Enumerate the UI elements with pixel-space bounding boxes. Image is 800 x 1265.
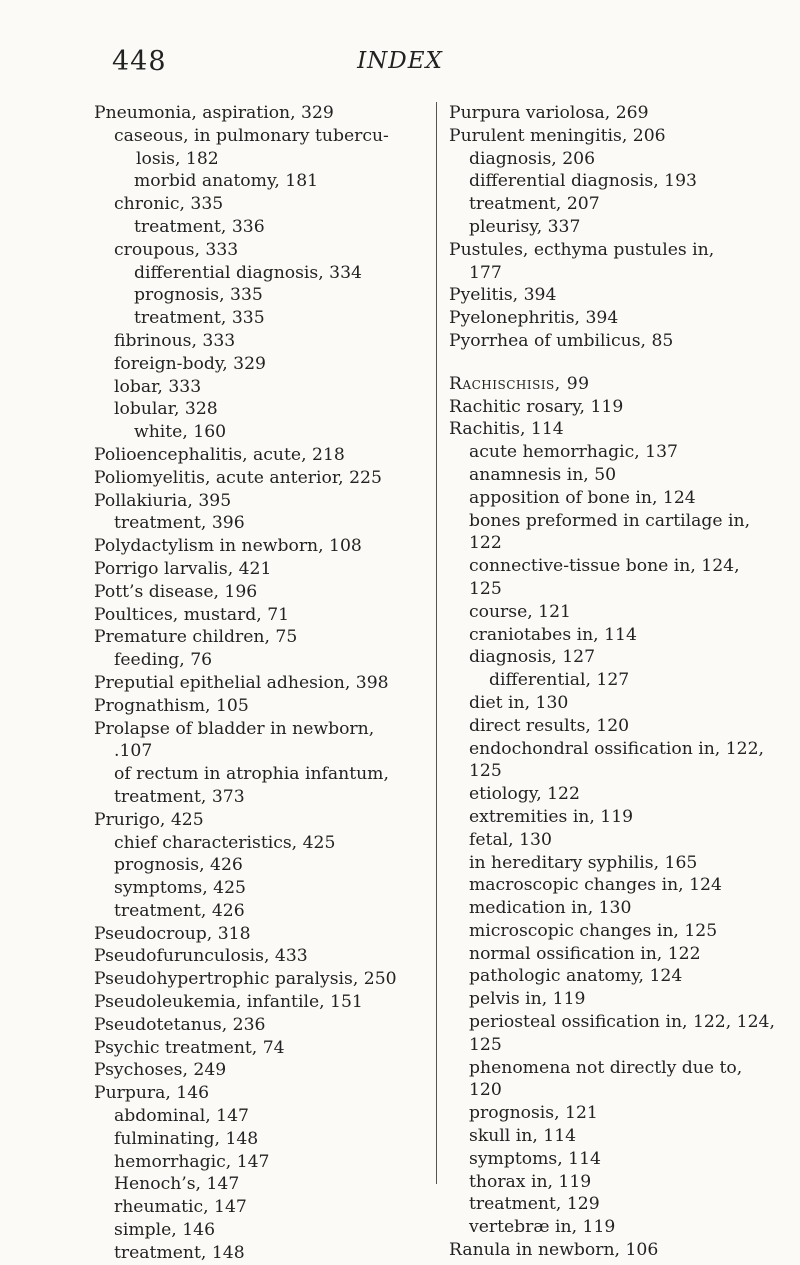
index-entry: Prolapse of bladder in newborn,	[94, 718, 375, 739]
index-entry: Polioencephalitis, acute, 218	[94, 444, 345, 465]
index-subentry: skull in, 114	[469, 1126, 577, 1147]
index-subentry: normal ossification in, 122	[469, 943, 701, 964]
index-subentry: treatment, 373	[114, 786, 245, 807]
index-entry: Purpura, 146	[94, 1083, 210, 1104]
index-entry: Pollakiuria, 395	[94, 490, 232, 511]
index-subentry: acute hemorrhagic, 137	[469, 442, 678, 463]
index-subentry: direct results, 120	[469, 715, 630, 736]
index-subentry: fetal, 130	[469, 829, 552, 850]
index-entry: Preputial epithelial adhesion, 398	[94, 672, 389, 693]
index-subentry: etiology, 122	[469, 784, 580, 805]
index-column-right	[436, 102, 775, 1261]
index-entry: Poultices, mustard, 71	[94, 604, 290, 625]
index-subentry: differential diagnosis, 334	[134, 262, 362, 283]
index-entry: Polydactylism in newborn, 108	[94, 536, 362, 557]
index-subentry: microscopic changes in, 125	[469, 920, 718, 941]
index-subentry: apposition of bone in, 124	[469, 487, 696, 508]
index-subentry: course, 121	[469, 601, 571, 622]
index-subentry: differential diagnosis, 193	[469, 171, 697, 192]
index-subentry: 125	[469, 761, 502, 782]
index-column-left	[94, 102, 434, 1265]
index-entry: Rachitic rosary, 119	[449, 396, 624, 417]
index-subentry: simple, 146	[114, 1220, 216, 1241]
index-entry: Purulent meningitis, 206	[449, 125, 666, 146]
index-subentry: lobar, 333	[114, 376, 202, 397]
index-entry: Pseudoleukemia, infantile, 151	[94, 992, 363, 1013]
index-entry: Pyelitis, 394	[449, 285, 557, 306]
index-subentry: extremities in, 119	[469, 806, 634, 827]
index-subentry: pathologic anatomy, 124	[469, 966, 683, 987]
index-entry: Pseudofurunculosis, 433	[94, 946, 308, 967]
index-entry: Prognathism, 105	[94, 695, 249, 716]
section-gap	[449, 353, 737, 373]
index-entry: Pseudocroup, 318	[94, 923, 251, 944]
index-subentry: medication in, 130	[469, 898, 632, 919]
index-entry: Pseudohypertrophic paralysis, 250	[94, 969, 397, 990]
index-subentry: symptoms, 425	[114, 878, 246, 899]
index-entry: Psychic treatment, 74	[94, 1037, 285, 1058]
index-subentry: fibrinous, 333	[114, 330, 236, 351]
index-subentry: symptoms, 114	[469, 1148, 601, 1169]
index-subentry: diet in, 130	[469, 692, 569, 713]
index-subentry: caseous, in pulmonary tubercu-	[114, 125, 389, 146]
index-subentry: 120	[469, 1080, 502, 1101]
index-subentry: diagnosis, 206	[469, 148, 596, 169]
index-subentry: 125	[469, 578, 502, 599]
index-subentry: lobular, 328	[114, 399, 218, 420]
index-subentry: anamnesis in, 50	[469, 464, 617, 485]
index-entry: Rachischisis, 99	[449, 373, 590, 394]
index-entry: Poliomyelitis, acute anterior, 225	[94, 467, 382, 488]
index-subentry: treatment, 207	[469, 194, 600, 215]
index-entry: Psychoses, 249	[94, 1060, 227, 1081]
index-subentry: phenomena not directly due to,	[469, 1057, 743, 1078]
index-subentry: Henoch’s, 147	[114, 1174, 240, 1195]
index-subentry: bones preformed in cartilage in,	[469, 510, 751, 531]
index-subentry: differential, 127	[489, 670, 630, 691]
index-entry: Pneumonia, aspiration, 329	[94, 103, 334, 123]
index-entry: Ranula in newborn, 106	[449, 1240, 659, 1261]
index-entry: Pustules, ecthyma pustules in,	[449, 239, 715, 260]
index-subentry: of rectum in atrophia infantum,	[114, 764, 389, 785]
index-subentry: fulminating, 148	[114, 1128, 259, 1149]
index-subentry: chronic, 335	[114, 194, 224, 215]
index-subentry: foreign-body, 329	[114, 353, 266, 374]
index-subentry: treatment, 148	[114, 1242, 245, 1263]
index-subentry: in hereditary syphilis, 165	[469, 852, 698, 873]
index-subentry: prognosis, 121	[469, 1103, 598, 1124]
index-subentry: hemorrhagic, 147	[114, 1151, 270, 1172]
index-subentry: 177	[469, 262, 502, 283]
index-entry: Premature children, 75	[94, 627, 298, 648]
index-entry: Rachitis, 114	[449, 419, 564, 440]
index-entry: Prurigo, 425	[94, 809, 204, 830]
index-entry: Pott’s disease, 196	[94, 581, 258, 602]
index-subentry: vertebræ in, 119	[469, 1217, 616, 1238]
index-subentry: thorax in, 119	[469, 1171, 592, 1192]
index-subentry: diagnosis, 127	[469, 647, 596, 668]
index-subentry: prognosis, 426	[114, 855, 243, 876]
index-subentry: .107	[114, 741, 153, 762]
index-entry: Pseudotetanus, 236	[94, 1014, 266, 1035]
index-subentry: rheumatic, 147	[114, 1197, 247, 1218]
index-subentry: treatment, 129	[469, 1194, 600, 1215]
index-subentry: 122	[469, 533, 502, 554]
index-entry: Pyorrhea of umbilicus, 85	[449, 330, 674, 351]
index-subentry: morbid anatomy, 181	[134, 171, 319, 192]
index-subentry: treatment, 336	[134, 216, 265, 237]
index-subentry: feeding, 76	[114, 650, 213, 671]
index-subentry: treatment, 396	[114, 513, 245, 534]
index-subentry: endochondral ossification in, 122,	[469, 738, 764, 759]
index-subentry: pelvis in, 119	[469, 989, 586, 1010]
page-title: INDEX	[357, 48, 443, 74]
index-subentry: periosteal ossification in, 122, 124,	[469, 1012, 775, 1033]
index-subentry: prognosis, 335	[134, 285, 263, 306]
index-subentry: losis, 182	[136, 148, 219, 169]
index-subentry: 125	[469, 1034, 502, 1055]
page-header	[0, 46, 800, 86]
index-subentry: chief characteristics, 425	[114, 832, 336, 853]
index-entry: Porrigo larvalis, 421	[94, 558, 272, 579]
index-subentry: treatment, 335	[134, 308, 265, 329]
index-subentry: macroscopic changes in, 124	[469, 875, 722, 896]
index-subentry: abdominal, 147	[114, 1106, 249, 1127]
index-subentry: croupous, 333	[114, 239, 239, 260]
index-subentry: pleurisy, 337	[469, 216, 581, 237]
index-subentry: connective-tissue bone in, 124,	[469, 556, 740, 577]
index-subentry: treatment, 426	[114, 900, 245, 921]
index-entry: Pyelonephritis, 394	[449, 308, 619, 329]
index-subentry: craniotabes in, 114	[469, 624, 637, 645]
index-entry: Purpura variolosa, 269	[449, 103, 649, 123]
page-number: 448	[112, 46, 167, 77]
index-subentry: white, 160	[134, 422, 227, 443]
